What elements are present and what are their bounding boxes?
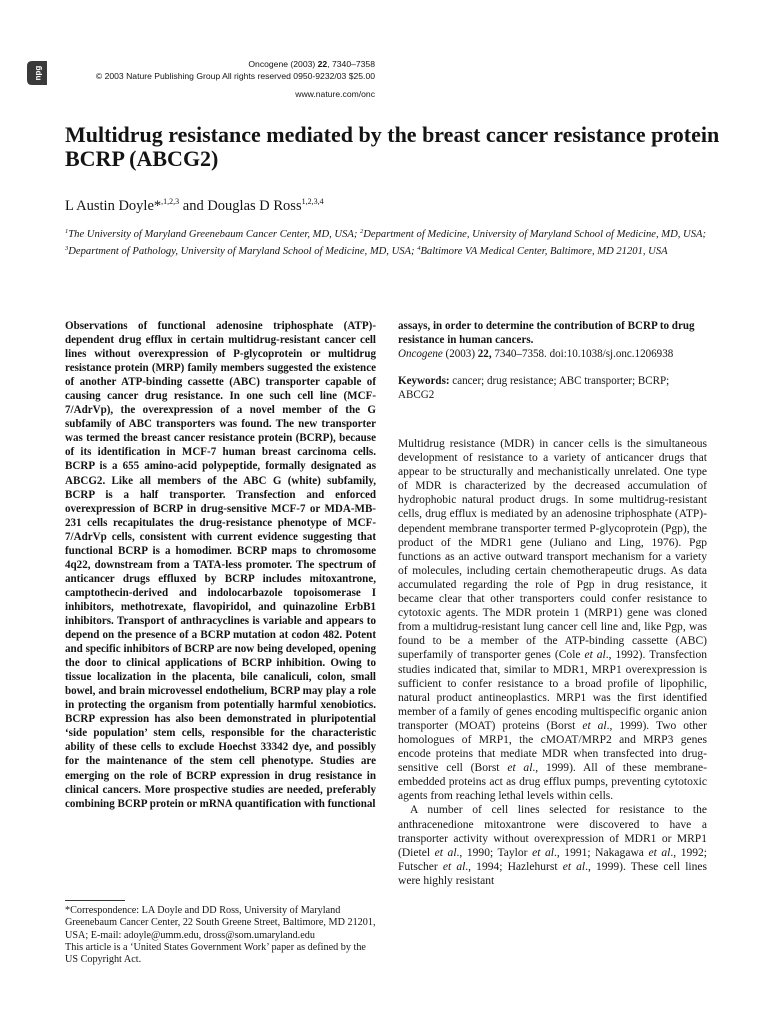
abstract-text: Observations of functional adenosine triphosphate (ATP)-dependent drug efflux in certain multidrug-resistant cancer cell lines without overexpression of P-glycoprotein or multidrug resistance protein (MRP) family members suggested the existence of another ATP-binding cassette (ABC) transporter capable of causing cancer drug resistance. In one such cell line (MCF-7/AdrVp), the overexpression of a novel member of the G subfamily of ABC transporters was found. The new transporter was termed the breast cancer resistance protein (BCRP), because of its identification in MCF-7 human breast carcinoma cells. BCRP is a 655 amino-acid polypeptide, formally designated as ABCG2. Like all members of the ABC G (white) subfamily, BCRP is a half transporter. Transfection and enforced overexpression of BCRP in drug-sensitive MCF-7 or MDA-MB-231 cells recapitulates the drug-resistance phenotype of MCF-7/AdrVp cells, consistent with current evidence suggesting that functional BCRP is a homodimer. BCRP maps to chromosome 4q22, downstream from a TATA-less promoter. The spectrum of anticancer drugs effluxed by BCRP includes mitoxantrone, camptothecin-derived and indolocarbazole topoisomerase I inhibitors, methotrexate, flavopiridol, and quinazoline ErbB1 inhibitors. Transport of anthracyclines is variable and appears to depend on the presence of a BCRP mutation at codon 482. Potent and specific inhibitors of BCRP are now being developed, opening the door to clinical applications of BCRP inhibition. Owing to tissue localization in the placenta, bile canaliculi, colon, small bowel, and brain microvessel endothelium, BCRP may play a role in protecting the organism from potentially harmful xenobiotics. BCRP expression has also been demonstrated in pluripotential ‘side population’ stem cells, responsible for the characteristic ability of these cells to exclude Hoechst 33342 dye, and possibly for the maintenance of the stem cell phenotype. Studies are emerging on the role of BCRP expression in drug resistance in clinical cancers. More prospective studies are needed, preferably combining BCRP protein or mRNA quantification with functional	[65, 320, 376, 810]
text-run: ., 1990; Taylor	[456, 846, 533, 859]
citation-doi: 7340–7358. doi:10.1038/sj.onc.1206938	[491, 348, 674, 360]
et-al: et al	[532, 846, 554, 859]
logo-text: npg	[33, 65, 43, 81]
et-al: et al	[582, 719, 607, 732]
journal-url: www.nature.com/onc	[295, 89, 375, 99]
intro-paragraph	[398, 437, 707, 803]
affiliations	[65, 225, 710, 258]
author-conjunction: and	[179, 198, 208, 214]
article-title: Multidrug resistance mediated by the breast cancer resistance protein BCRP (ABCG2)	[65, 122, 720, 171]
et-al: et al	[648, 846, 671, 859]
author-line	[65, 197, 324, 215]
affiliation-number: 2	[360, 228, 364, 235]
et-al: et al	[434, 846, 457, 859]
citation-journal: Oncogene	[398, 348, 443, 360]
text-run: A number of cell lines selected for resistance to the anthracenedione mitoxantrone were discovered to have a transporter activity without overexpression of MDR1 or MRP1 (Dietel	[398, 804, 707, 859]
correspondence: *Correspondence: LA Doyle and DD Ross, University of Maryland Greenebaum Cancer Center, 22 South Greene Street, Baltimore, MD 21201, USA; E-mail: adoyle@umm.edu, dross@som.umaryland.edu	[65, 905, 376, 941]
footnote-rule	[65, 900, 125, 901]
intro-paragraph	[398, 803, 707, 888]
text-run: ., 1999). All of these membrane-embedded proteins act as drug efflux pumps, preventing cytotoxic agents from reaching lethal levels within cells.	[398, 762, 707, 803]
text-run: ., 1992; Futscher	[398, 846, 708, 873]
journal-name: Oncogene (2003)	[248, 59, 316, 69]
journal-pages: , 7340–7358	[327, 59, 375, 69]
journal-volume: 22	[317, 59, 328, 69]
affiliation: Department of Pathology, University of Maryland School of Medicine, MD, USA;	[68, 245, 418, 257]
journal-line	[248, 58, 375, 70]
keywords-label: Keywords:	[398, 375, 450, 387]
affiliation-number: 3	[65, 244, 69, 252]
affiliation-number: 1	[65, 228, 69, 235]
text-run: ., 1991; Nakagawa	[553, 846, 649, 859]
affiliation: Baltimore VA Medical Center, Baltimore, MD 21201, USA	[420, 245, 668, 257]
citation-year: (2003)	[442, 348, 478, 360]
npg-logo	[26, 60, 48, 86]
et-al: et al	[442, 860, 466, 873]
affiliation-number: 4	[417, 244, 421, 252]
text-run: ., 1999). Two other homologues of MRP1, the cMOAT/MRP2 and MRP3 genes encode proteins that mediate MDR when transfected into drug-sensitive cell (Borst	[398, 719, 707, 775]
affiliation: The University of Maryland Greenebaum Cancer Center, MD, USA;	[68, 229, 361, 240]
author-superscript: 1,2,3,4	[301, 197, 324, 206]
author-name: Douglas D Ross	[207, 198, 302, 214]
et-al: et al	[507, 762, 533, 775]
text-run: Multidrug resistance (MDR) in cancer cells is the simultaneous development of resistance to a variety of anticancer drugs that appear to be structurally and mechanistically unrelated. One type of MDR is characterized by the decreased accumulation of hydrophobic natural product drugs. In some multidrug-resistant cells, drug efflux is mediated by an adenosine triphosphate (ATP)-dependent membrane transporter termed P-glycoprotein (Pgp), the product of the MDR1 gene (Juliano and Ling, 1976). Pgp functions as an active outward transport mechanism for a variety of molecules, including certain chemotherapeutic drugs. As data accumulated regarding the role of Pgp in drug resistance, it became clear that other transporters could confer resistance to cytotoxic agents. The MDR protein 1 (MRP1) gene was cloned from a multidrug-resistant lung cancer cell line and, like Pgp, was found to be a member of the ATP-binding cassette (ABC) superfamily of transporter genes (Cole	[398, 438, 707, 662]
text-run: ., 1994; Hazlehurst	[465, 860, 563, 873]
copyright-note: This article is a ‘United States Government Work’ paper as defined by the US Copyright Act.	[65, 941, 366, 966]
et-al: et al	[584, 649, 606, 662]
keywords	[398, 374, 707, 402]
footnote	[65, 905, 377, 966]
author-name: L Austin Doyle*	[65, 198, 162, 214]
citation	[398, 347, 707, 361]
text-run: ., 1999). These cell lines were highly resistant	[398, 860, 707, 887]
abstract-continuation: assays, in order to determine the contribution of BCRP to drug resistance in human cancers.	[398, 320, 695, 347]
citation-volume: 22,	[477, 348, 492, 360]
et-al: et al	[562, 860, 586, 873]
text-run: ., 1992). Transfection studies indicated that, similar to MDR1, MRP1 overexpression is sufficient to confer resistance to a broad profile of lipophilic, natural product antineoplastics. MRP1 was the first identified member of a family of genes encoding multispecific organic anion transporter (MOAT) proteins (Borst	[398, 649, 708, 732]
author-superscript: ,1,2,3	[161, 197, 180, 206]
keywords-list: cancer; drug resistance; ABC transporter; BCRP; ABCG2	[398, 375, 670, 402]
introduction	[398, 437, 707, 888]
affiliation: Department of Medicine, University of Maryland School of Medicine, MD, USA;	[363, 229, 707, 240]
copyright-line: © 2003 Nature Publishing Group All rights reserved 0950-9232/03 $25.00	[95, 71, 375, 81]
